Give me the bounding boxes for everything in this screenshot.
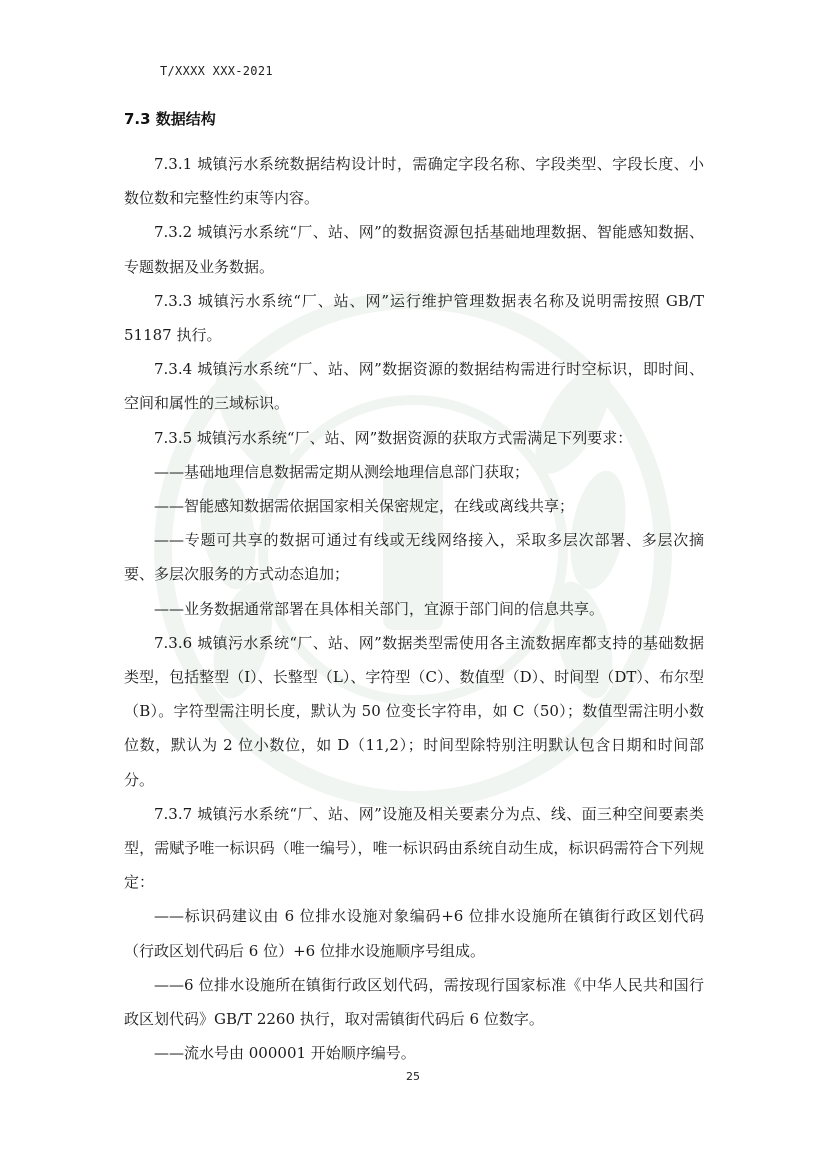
list-item: ——基础地理信息数据需定期从测绘地理信息部门获取； (154, 462, 530, 481)
list-item: ——标识码建议由 6 位排水设施对象编码+6 位排水设施所在镇街行政区划代码（行政区划代码后 6 位）+6 位排水设施顺序号组成。 (124, 907, 704, 960)
list-item: ——智能感知数据需依据国家相关保密规定，在线或离线共享； (154, 497, 575, 516)
list-item: ——6 位排水设施所在镇街行政区划代码，需按现行国家标准《中华人民共和国行政区划代码》GB/T 2260 执行，取对需镇街代码后 6 位数字。 (124, 975, 704, 1029)
paragraph-7-3-1: 7.3.1 城镇污水系统数据结构设计时，需确定字段名称、字段类型、字段长度、小数位数和完整性约束等内容。 (124, 155, 704, 208)
section-title: 7.3 数据结构 (124, 110, 216, 128)
list-item: ——流水号由 000001 开始顺序编号。 (154, 1044, 416, 1063)
body-text (124, 147, 704, 1070)
list-item: ——业务数据通常部署在具体相关部门，宜源于部门间的信息共享。 (154, 599, 605, 618)
paragraph-7-3-3: 7.3.3 城镇污水系统“厂、站、网”运行维护管理数据表名称及说明需按照 GB/T 51187 执行。 (124, 291, 704, 345)
paragraph-7-3-2: 7.3.2 城镇污水系统“厂、站、网”的数据资源包括基础地理数据、智能感知数据、专题数据及业务数据。 (124, 223, 704, 276)
list-item: ——专题可共享的数据可通过有线或无线网络接入，采取多层次部署、多层次摘要、多层次服务的方式动态追加； (124, 531, 704, 584)
paragraph-7-3-7: 7.3.7 城镇污水系统“厂、站、网”设施及相关要素分为点、线、面三种空间要素类型，需赋予唯一标识码（唯一编号），唯一标识码由系统自动生成，标识码需符合下列规定： (124, 804, 704, 892)
paragraph-7-3-6: 7.3.6 城镇污水系统“厂、站、网”数据类型需使用各主流数据库都支持的基础数据类型，包括整型（I）、长整型（L）、字符型（C）、数值型（D）、时间型（DT）、布尔型（B）。字符型需注明长度，默认为 50 位变长字符串，如 C（50）；数值型需注明小数位数，默认为 2 位小数位，如 D（11,2）；时间型除特别注明默认包含日期和时间部分。 (124, 633, 704, 789)
page-number: 25 (406, 1070, 420, 1083)
paragraph-7-3-4: 7.3.4 城镇污水系统“厂、站、网”数据资源的数据结构需进行时空标识，即时间、空间和属性的三域标识。 (124, 360, 704, 413)
paragraph-7-3-5: 7.3.5 城镇污水系统“厂、站、网”数据资源的获取方式需满足下列要求： (154, 428, 633, 447)
document-header: T/XXXX XXX-2021 (160, 64, 273, 78)
